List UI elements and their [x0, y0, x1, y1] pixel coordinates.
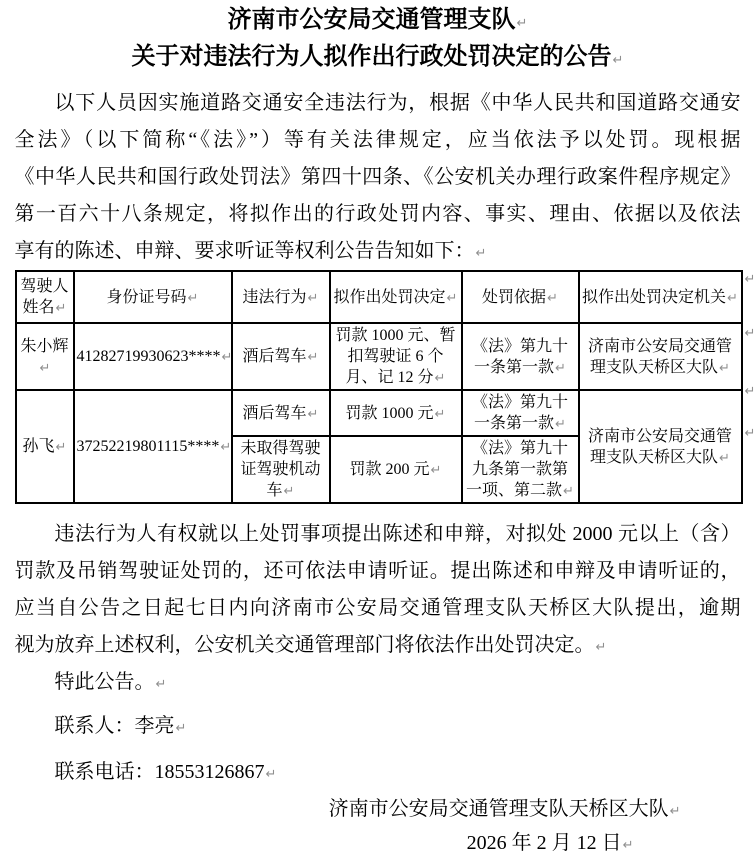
paragraph-mark: ↵ — [555, 417, 566, 432]
rights-line — [15, 627, 741, 664]
cell-basis — [462, 390, 579, 436]
violation-text: 未取得驾驶证驾驶机动车 — [240, 440, 320, 499]
paragraph-mark: ↵ — [623, 838, 634, 853]
header-id-number — [74, 271, 232, 323]
paragraph-mark: ↵ — [284, 484, 295, 499]
paragraph-mark: ↵ — [308, 350, 319, 365]
violation-text: 酒后驾车 — [243, 348, 307, 365]
cell-basis — [462, 436, 579, 503]
paragraph-mark: ↵ — [517, 16, 528, 31]
cell-violation — [232, 436, 330, 503]
row-end-mark: ↵ — [745, 385, 755, 398]
cell-penalty — [330, 323, 462, 390]
violation-text: 酒后驾车 — [243, 405, 307, 422]
rights-line: 违法行为人有权就以上处罚事项提出陈述和申辩，对拟处 2000 元以上（含） — [15, 516, 741, 553]
notice-title-line1 — [15, 2, 741, 39]
authority-text: 济南市公安局交通管理支队天桥区大队 — [588, 338, 732, 376]
basis-text: 《法》第九十一条第一款 — [472, 394, 568, 432]
header-violation-text: 违法行为 — [243, 289, 307, 306]
cell-driver-name — [16, 390, 74, 503]
intro-line: 全法》（以下简称“《法》”）等有关法律规定，应当依法予以处罚。现根据 — [15, 122, 741, 159]
paragraph-mark: ↵ — [547, 291, 558, 306]
cell-basis — [462, 323, 579, 390]
closing-statement — [15, 664, 741, 701]
id-number-text: 41282719930623**** — [77, 348, 221, 365]
paragraph-mark: ↵ — [435, 407, 446, 422]
penalty-table — [15, 270, 743, 504]
paragraph-mark: ↵ — [563, 484, 574, 499]
table-row — [16, 323, 742, 390]
closing-text: 特此公告。 — [55, 671, 155, 693]
paragraph-mark: ↵ — [613, 53, 624, 68]
driver-name-text: 孙飞 — [23, 438, 55, 455]
cell-driver-name — [16, 323, 74, 390]
cell-penalty — [330, 436, 462, 503]
authority-text: 济南市公安局交通管理支队天桥区大队 — [588, 428, 732, 466]
intro-line — [15, 233, 741, 270]
rights-line: 应当自公告之日起七日内向济南市公安局交通管理支队天桥区大队提出，逾期 — [15, 590, 741, 627]
paragraph-mark: ↵ — [435, 371, 446, 386]
notice-title-line1-text: 济南市公安局交通管理支队 — [228, 7, 516, 33]
notice-title-line2 — [15, 39, 741, 76]
paragraph-mark: ↵ — [431, 463, 442, 478]
cell-id-number — [74, 323, 232, 390]
paragraph-mark: ↵ — [727, 291, 738, 306]
contact-phone-text: 联系电话：18553126867 — [55, 761, 265, 783]
basis-text: 《法》第九十九条第一款第一项、第二款 — [466, 440, 568, 499]
row-end-mark: ↵ — [745, 273, 755, 286]
rights-line: 罚款及吊销驾驶证处罚的，还可依法申请听证。提出陈述和申辩及申请听证的， — [15, 553, 741, 590]
paragraph-mark: ↵ — [719, 361, 730, 376]
paragraph-mark: ↵ — [222, 350, 233, 365]
notice-title-line2-text: 关于对违法行为人拟作出行政处罚决定的公告 — [132, 44, 612, 70]
header-decision-authority-text: 拟作出处罚决定机关 — [582, 289, 726, 306]
cell-id-number — [74, 390, 232, 503]
paragraph-mark: ↵ — [596, 640, 607, 655]
header-id-number-text: 身份证号码 — [107, 289, 187, 306]
contact-person-text: 联系人：李亮 — [55, 715, 175, 737]
paragraph-mark: ↵ — [555, 361, 566, 376]
intro-paragraph — [15, 85, 741, 270]
intro-line: 《中华人民共和国行政处罚法》第四十四条、《公安机关办理行政案件程序规定》 — [15, 159, 741, 196]
notice-document-page — [1, 0, 755, 831]
paragraph-mark: ↵ — [476, 246, 487, 261]
table-row — [16, 390, 742, 436]
signature-department-text: 济南市公安局交通管理支队天桥区大队 — [329, 798, 669, 820]
header-penalty-decision — [330, 271, 462, 323]
row-end-mark: ↵ — [745, 327, 755, 340]
paragraph-mark: ↵ — [40, 361, 51, 376]
cell-violation — [232, 390, 330, 436]
signature-date — [15, 828, 741, 858]
rights-line-text: 视为放弃上述权利，公安机关交通管理部门将依法作出处罚决定。 — [15, 634, 595, 656]
driver-name-text: 朱小辉 — [20, 338, 68, 355]
cell-violation — [232, 323, 330, 390]
signature-department — [15, 791, 741, 828]
paragraph-mark: ↵ — [670, 804, 681, 819]
paragraph-mark: ↵ — [56, 440, 67, 455]
header-penalty-basis-text: 处罚依据 — [482, 289, 546, 306]
basis-text: 《法》第九十一条第一款 — [472, 338, 568, 376]
header-decision-authority — [579, 271, 742, 323]
penalty-text: 罚款 200 元 — [350, 461, 430, 478]
header-penalty-decision-text: 拟作出处罚决定 — [334, 289, 446, 306]
paragraph-mark: ↵ — [156, 677, 167, 692]
intro-line-text: 享有的陈述、申辩、要求听证等权利公告告知如下： — [15, 240, 475, 262]
paragraph-mark: ↵ — [447, 291, 458, 306]
contact-person — [15, 708, 741, 745]
paragraph-mark: ↵ — [308, 407, 319, 422]
table-header-row — [16, 271, 742, 323]
intro-line: 以下人员因实施道路交通安全违法行为，根据《中华人民共和国道路交通安 — [15, 85, 741, 122]
header-driver-name-text: 驾驶人姓名 — [20, 278, 68, 316]
row-end-mark: ↵ — [745, 427, 755, 440]
contact-phone — [15, 754, 741, 791]
intro-line: 第一百六十八条规定，将拟作出的行政处罚内容、事实、理由、依据以及依法 — [15, 196, 741, 233]
paragraph-mark: ↵ — [56, 301, 67, 316]
header-penalty-basis — [462, 271, 579, 323]
rights-paragraph — [15, 516, 741, 664]
header-driver-name — [16, 271, 74, 323]
cell-penalty — [330, 390, 462, 436]
id-number-text: 37252219801115**** — [77, 438, 220, 455]
paragraph-mark: ↵ — [188, 291, 199, 306]
paragraph-mark: ↵ — [176, 721, 187, 736]
paragraph-mark: ↵ — [308, 291, 319, 306]
penalty-text: 罚款 1000 元 — [346, 405, 434, 422]
signature-date-text: 2026 年 2 月 12 日 — [467, 832, 622, 854]
paragraph-mark: ↵ — [220, 440, 231, 455]
penalty-text: 罚款 1000 元、暂扣驾驶证 6 个月、记 12 分 — [335, 327, 455, 386]
cell-authority — [579, 390, 742, 503]
header-violation — [232, 271, 330, 323]
paragraph-mark: ↵ — [266, 767, 277, 782]
paragraph-mark: ↵ — [719, 451, 730, 466]
cell-authority — [579, 323, 742, 390]
